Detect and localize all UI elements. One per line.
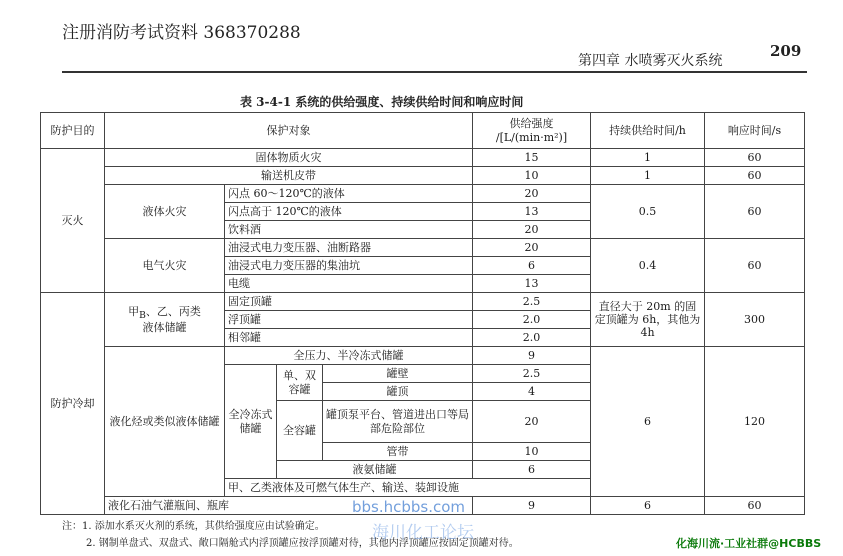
object-loading-facility: 甲、乙类液体及可燃气体生产、输送、装卸设施	[225, 479, 591, 497]
subgroup-full-cold: 全冷冻式储罐	[225, 365, 277, 479]
intensity-cell: 6	[473, 461, 591, 479]
table-row	[41, 149, 805, 167]
object-tank-wall: 罐壁	[323, 365, 473, 383]
header-intensity: 供给强度 /[L/(min·m²)]	[473, 113, 591, 149]
group-liquid-fire: 液体火灾	[105, 185, 225, 239]
intensity-cell: 6	[473, 257, 591, 275]
intensity-cell: 10	[473, 167, 591, 185]
duration-cell: 6	[591, 347, 705, 497]
response-cell: 60	[705, 497, 805, 515]
response-cell: 120	[705, 347, 805, 497]
intensity-cell: 13	[473, 275, 591, 293]
group-electrical-fire: 电气火灾	[105, 239, 225, 293]
object-cell: 油浸式电力变压器、油断路器	[225, 239, 473, 257]
object-pipe-belt: 管带	[323, 443, 473, 461]
object-lpg-bottle: 液化石油气灌瓶间、瓶库	[105, 497, 473, 515]
intensity-cell: 4	[473, 383, 591, 401]
object-cell: 电缆	[225, 275, 473, 293]
table-row	[41, 347, 805, 365]
table-row	[41, 239, 805, 257]
group-class-line1-rest: 、乙、丙类	[145, 304, 201, 318]
object-conveyor: 输送机皮带	[105, 167, 473, 185]
note-2: 2. 钢制单盘式、双盘式、敞口隔舱式内浮顶罐应按浮顶罐对待，其他内浮顶罐应按固定顶罐对待。	[86, 538, 519, 549]
group-class-line2: 液体储罐	[142, 321, 187, 334]
object-solid: 固体物质火灾	[105, 149, 473, 167]
object-pump-platform: 罐顶泵平台、管道进出口等局部危险部位	[323, 401, 473, 443]
header-object: 保护对象	[105, 113, 473, 149]
subgroup-full-cont: 全容罐	[277, 401, 323, 461]
object-cell: 饮料酒	[225, 221, 473, 239]
object-tank-top: 罐顶	[323, 383, 473, 401]
subgroup-single-double: 单、双容罐	[277, 365, 323, 401]
group-class-line1: 甲	[128, 304, 140, 318]
response-cell: 60	[705, 167, 805, 185]
watermark-credit: 化海川流·工业社群@HCBBS	[676, 537, 822, 550]
header-response: 响应时间/s	[705, 113, 805, 149]
watermark-forum: 海川化工论坛	[372, 523, 474, 543]
table-row	[41, 167, 805, 185]
intensity-cell: 20	[473, 185, 591, 203]
response-cell: 60	[705, 239, 805, 293]
object-cell: 固定顶罐	[225, 293, 473, 311]
table-row	[41, 293, 805, 311]
intensity-cell: 13	[473, 203, 591, 221]
duration-cell: 0.4	[591, 239, 705, 293]
intensity-cell: 20	[473, 401, 591, 443]
object-cell: 闪点 60～120℃的液体	[225, 185, 473, 203]
intensity-cell: 15	[473, 149, 591, 167]
chapter-title: 第四章 水喷雾灭火系统	[578, 53, 723, 69]
group-class-tanks	[105, 293, 225, 347]
header-duration: 持续供给时间/h	[591, 113, 705, 149]
supply-intensity-table	[40, 112, 805, 515]
purpose-fire: 灭火	[41, 149, 105, 293]
table-caption: 表 3-4-1 系统的供给强度、持续供给时间和响应时间	[240, 95, 524, 109]
object-cell: 浮顶罐	[225, 311, 473, 329]
header-purpose: 防护目的	[41, 113, 105, 149]
response-cell: 300	[705, 293, 805, 347]
group-class-sub: B	[139, 310, 146, 321]
group-lpg-tanks: 液化烃或类似液体储罐	[105, 347, 225, 497]
intensity-cell: 20	[473, 239, 591, 257]
object-pressure-tank: 全压力、半冷冻式储罐	[225, 347, 473, 365]
watermark-site: bbs.hcbbs.com	[352, 498, 466, 516]
intensity-cell: 2.0	[473, 311, 591, 329]
duration-cell: 6	[591, 497, 705, 515]
note-1: 注：1. 添加水系灭火剂的系统，其供给强度应由试验确定。	[62, 521, 325, 532]
intensity-cell: 9	[473, 347, 591, 365]
intensity-cell: 10	[473, 443, 591, 461]
table-row	[41, 185, 805, 203]
duration-cell: 0.5	[591, 185, 705, 239]
header-rule	[62, 71, 807, 73]
intensity-cell: 20	[473, 221, 591, 239]
header-note: 注册消防考试资料 368370288	[62, 23, 301, 43]
response-cell: 60	[705, 149, 805, 167]
object-cell: 闪点高于 120℃的液体	[225, 203, 473, 221]
duration-cell: 1	[591, 149, 705, 167]
response-cell: 60	[705, 185, 805, 239]
object-cell: 相邻罐	[225, 329, 473, 347]
intensity-cell: 2.5	[473, 365, 591, 383]
purpose-cooling: 防护冷却	[41, 293, 105, 515]
table-header-row	[41, 113, 805, 149]
object-ammonia: 液氨储罐	[277, 461, 473, 479]
object-cell: 油浸式电力变压器的集油坑	[225, 257, 473, 275]
duration-cell: 1	[591, 167, 705, 185]
intensity-cell: 2.0	[473, 329, 591, 347]
duration-cell: 直径大于 20m 的固定顶罐为 6h，其他为 4h	[591, 293, 705, 347]
intensity-cell: 9	[473, 497, 591, 515]
intensity-cell: 2.5	[473, 293, 591, 311]
page-number: 209	[770, 42, 802, 60]
